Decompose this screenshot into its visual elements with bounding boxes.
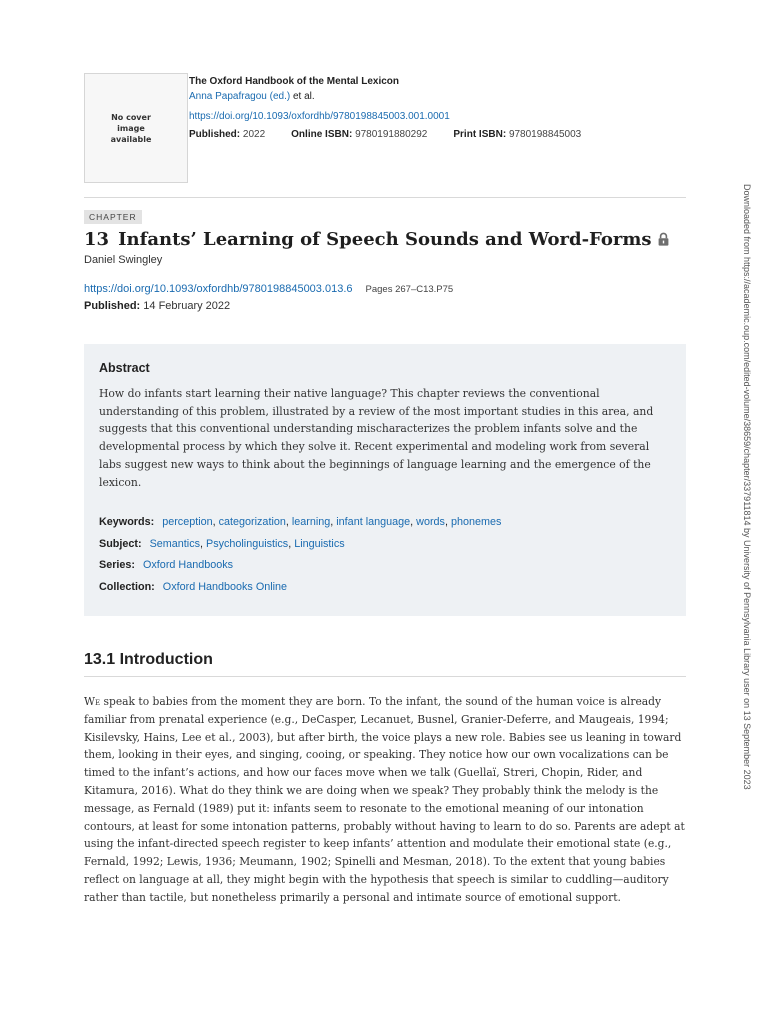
section-heading: 13.1 Introduction	[84, 651, 213, 668]
series-link[interactable]: Oxford Handbooks	[143, 559, 234, 572]
section-lead-word: We	[84, 695, 101, 708]
keywords-label: Keywords:	[99, 516, 155, 529]
print-isbn-label: Print ISBN:	[453, 129, 507, 140]
collection-row	[99, 580, 671, 602]
book-cover-placeholder	[84, 73, 188, 183]
book-published-label: Published:	[189, 129, 241, 140]
chapter-published-value: 14 February 2022	[143, 300, 231, 312]
keyword-link[interactable]: infant language	[336, 516, 411, 529]
book-doi	[189, 110, 669, 128]
abstract-heading: Abstract	[99, 361, 150, 375]
subject-label: Subject:	[99, 537, 142, 550]
book-editor-link[interactable]: Anna Papafragou (ed.)	[189, 91, 291, 102]
chapter-published	[84, 300, 230, 312]
keyword-link[interactable]: perception	[162, 516, 213, 529]
series-label: Series:	[99, 559, 136, 572]
download-notice-text: Downloaded from https://academic.oup.com/edited-volume/38659/chapter/337911814 by University of Pennsylvania Library user on 13 September 2023	[742, 184, 752, 790]
collection-link[interactable]: Oxford Handbooks Online	[162, 580, 288, 593]
section-divider	[84, 676, 686, 677]
lock-icon	[658, 232, 669, 246]
abstract-text: How do infants start learning their native language? This chapter reviews the conventional understanding of this problem, illustrated by a review of the most important studies in this area, and suggests that this conventional understanding mischaracterizes the problem infants solve and the developmental process by which they solve it. Recent experimental and modeling work from several labs suggest new ways to think about the beginnings of language learning and the emergence of the lexicon.	[99, 387, 654, 489]
collection-label: Collection:	[99, 580, 155, 593]
chapter-tag: CHAPTER	[84, 210, 142, 224]
book-editor-suffix: et al.	[290, 91, 315, 102]
chapter-doi-line	[84, 283, 453, 295]
chapter-number: 13	[84, 229, 110, 250]
book-title: The Oxford Handbook of the Mental Lexicon	[189, 76, 400, 87]
section-body	[84, 693, 689, 907]
download-notice	[739, 184, 755, 840]
chapter-title	[84, 227, 669, 253]
chapter-title-text: Infants’ Learning of Speech Sounds and Word-Forms	[118, 229, 652, 250]
chapter-pages: Pages 267–C13.P75	[365, 284, 454, 295]
header-divider	[84, 197, 686, 198]
metadata-list	[99, 515, 671, 601]
subject-link[interactable]: Linguistics	[294, 537, 345, 550]
book-doi-link[interactable]: https://doi.org/10.1093/oxfordhb/9780198845003.001.0001	[189, 111, 450, 122]
section-body-text: speak to babies from the moment they are born. To the infant, the sound of the human voice is already familiar from prenatal experience (e.g., DeCasper, Lecanuet, Busnel, Granier-Deferre, and Maugeais, 1994; Kisilevsky, Hains, Lee et al., 2003), but after birth, the voice plays a new role. Babies see us leaning in toward them, looking in their eyes, and singing, cooing, or speaking. They notice how our own vocalizations can be timed to the infant’s actions, and how our faces move when we talk (Guellaï, Streri, Chopin, Rider, and Kitamura, 2016). What do they think we are doing when we speak? They probably think the melody is the message, as Fernald (1989) put it: infants seem to resonate to the emotional meaning of our intonation contours, at least for some intonation patterns, probably without having to learn to do so. Parents are adept at using the infant-directed speech register to keep infants’ attention and modulate their emotional state (e.g., Fernald, 1992; Lewis, 1936; Meumann, 1902; Spinelli and Mesman, 2018). To the extent that young babies reflect on language at all, they might begin with the hypothesis that speech is similar to cuddling—auditory rather than tactile, but nonetheless primarily a personal and intimate source of emotional support.	[84, 695, 685, 904]
cover-placeholder-text: No cover image available	[110, 113, 152, 144]
subject-link[interactable]: Psycholinguistics	[206, 537, 289, 550]
chapter-author: Daniel Swingley	[84, 254, 163, 266]
online-isbn-value: 9780191880292	[355, 129, 428, 140]
book-publication-details	[189, 128, 669, 141]
keyword-link[interactable]: phonemes	[450, 516, 502, 529]
subject-link[interactable]: Semantics	[149, 537, 200, 550]
book-info	[189, 75, 669, 141]
keyword-link[interactable]: learning	[291, 516, 331, 529]
print-isbn-value: 9780198845003	[508, 129, 582, 140]
keyword-link[interactable]: words	[416, 516, 445, 529]
chapter-published-label: Published:	[84, 300, 141, 312]
chapter-doi-link[interactable]: https://doi.org/10.1093/oxfordhb/9780198845003.013.6	[84, 283, 353, 295]
book-editors	[189, 90, 669, 110]
online-isbn-label: Online ISBN:	[291, 129, 353, 140]
keywords-row: Keywords: perception, categorization, learning, infant language, words, phonemes	[99, 516, 502, 529]
abstract-panel	[84, 344, 686, 616]
keyword-link[interactable]: categorization	[218, 516, 286, 529]
subject-row: Subject: Semantics, Psycholinguistics, Linguistics	[99, 537, 345, 550]
series-row	[99, 558, 671, 580]
book-published-value: 2022	[242, 129, 266, 140]
